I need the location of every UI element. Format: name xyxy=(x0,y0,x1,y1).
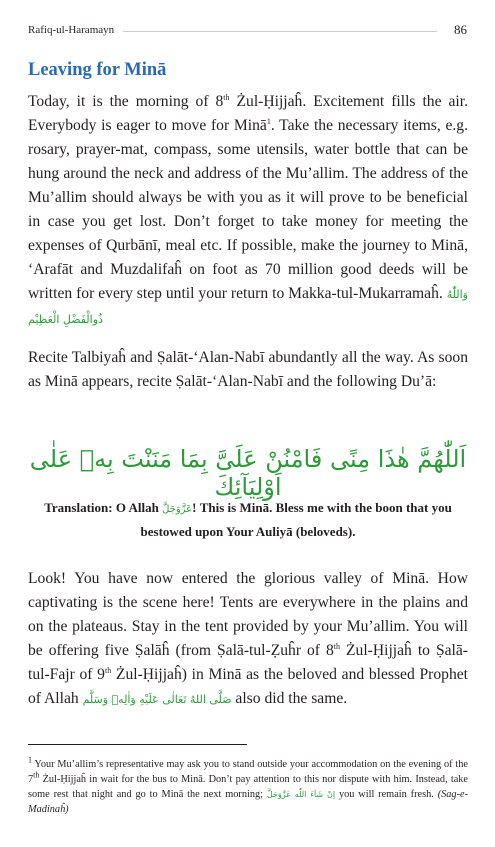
footnote-sup: th xyxy=(33,770,40,780)
paragraph-2: Recite Talbiyaĥ and Ṣalāt-‘Alan-Nabī abundantly all the way. As soon as Minā appears, recite Ṣalāt-‘Alan-Nabī and the following Du’ā: xyxy=(28,349,468,390)
footnote xyxy=(28,757,468,817)
translation-text-2: ! This is Minā. Bless me with the boon that you bestowed upon Your Auliyā (beloveds). xyxy=(140,500,452,539)
footnote-arabic: اِنْ شَآءَ اللّٰه عَزَّوَجَلَّ xyxy=(266,790,336,799)
footnote-number: 1 xyxy=(28,755,32,765)
p3-text-2: Żul-Ḥijjaĥ to Ṣalā-tul-Fajr of 9 xyxy=(28,642,468,683)
translation-text-1: Translation: O Allah xyxy=(44,500,163,515)
footnote-text-2: Żul-Ḥijjaĥ in wait for the bus to Minā. Don’t pay attention to this nor dispute with him. Instead, take some rest that night and go to Minā the next morning; xyxy=(28,774,468,800)
p1-text-2: Żul-Ḥijjaĥ. Excitement fills the air. Everybody is eager to move for Minā xyxy=(28,93,468,134)
p3-text-4: also did the same. xyxy=(231,690,348,707)
paragraph-1 xyxy=(28,90,468,332)
p1-sup-1: th xyxy=(223,92,230,102)
p3-text-1: Look! You have now entered the glorious valley of Minā. How captivating is the scene here! Tents are everywhere in the plains and on the plateaus. Stay in the tent provided by your Mu’allim. You will be offering five Ṣalāĥ (from Ṣalā-tul-Ẓuĥr of 8 xyxy=(28,570,468,659)
dua-translation xyxy=(28,497,468,543)
dua-arabic: اَللّٰهُمَّ هٰذَا مِنًى فَامْنُنْ عَلَیَّ بِمَا مَنَنْتَ بِهٖ عَلٰی اَوْلِیَآئِكَ xyxy=(29,445,467,501)
running-title: Rafiq-ul-Haramayn xyxy=(28,24,115,36)
header-rule xyxy=(123,31,437,32)
translation-arabic: عَزَّوَجَلَّ xyxy=(162,504,193,515)
p1-text-3: . Take the necessary items, e.g. rosary, prayer-mat, compass, some utensils, water bottle that can be hung around the neck and address of the Mu’allim. The address of the Mu’allim should always be with you as it will prove to be beneficial in case you get lost. Don’t forget to take money for meeting the expenses of Qurbānī, meal etc. If possible, make the journey to Minā, ‘Arafāt and Muzdalifaĥ on foot as 70 million good deeds will be written for every step until your return to Makka-tul-Mukarramaĥ. xyxy=(28,117,468,302)
footnote-text-3: you will remain fresh. xyxy=(335,789,438,800)
p3-text-3: Żul-Ḥijjaĥ) in Minā as the beloved and blessed Prophet of Allah xyxy=(28,666,468,707)
p3-sup-2: th xyxy=(104,665,112,675)
p3-sup-1: th xyxy=(333,641,341,651)
p1-arabic-phrase: وَاللّٰهُ ذُوالْفَضْلِ الْعَظِيْم xyxy=(28,288,468,326)
footnote-ref: 1 xyxy=(266,116,271,126)
footnote-text-1: Your Mu’allim’s representative may ask you to stand outside your accommodation on the evening of the 7 xyxy=(28,759,468,785)
footnote-rule xyxy=(28,744,247,745)
p3-arabic-salutation: صَلَّى اللهُ تَعَالٰى عَلَيْهِ وَاٰلِهٖ وَسَلَّم xyxy=(82,693,232,706)
page-number: 86 xyxy=(454,22,467,37)
footnote-source: (Sag-e-Madinaĥ) xyxy=(28,789,469,815)
paragraph-3 xyxy=(28,567,468,712)
p1-text-1: Today, it is the morning of 8 xyxy=(28,93,224,110)
page-header xyxy=(28,22,467,38)
section-heading: Leaving for Minā xyxy=(28,60,167,80)
